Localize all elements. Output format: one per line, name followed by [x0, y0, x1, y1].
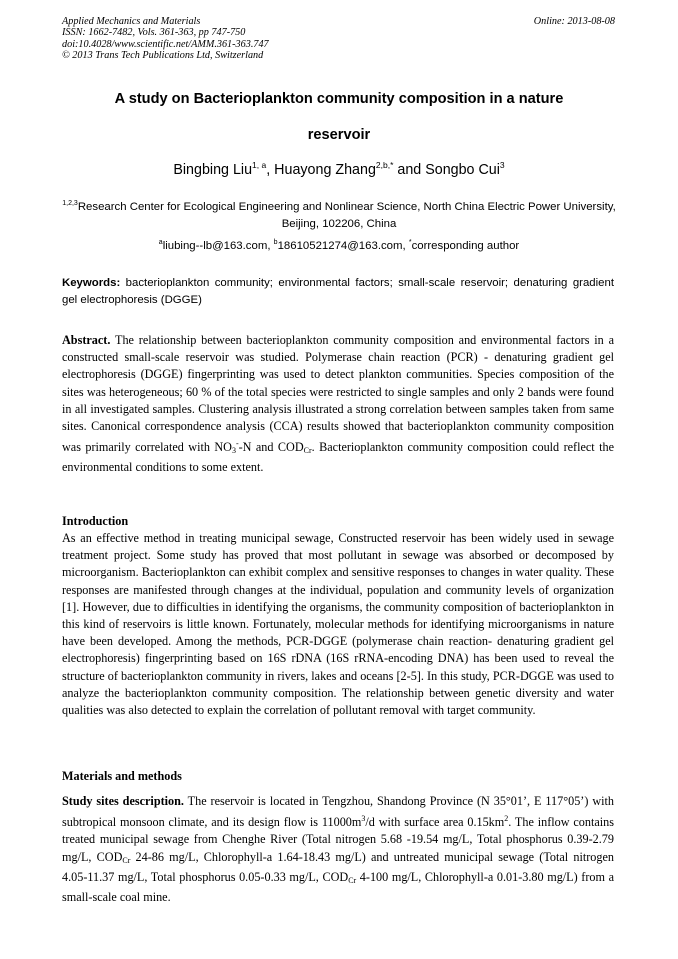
email-b-sup: b	[273, 239, 278, 246]
no3-superscript: -	[235, 439, 239, 449]
author-3-sup: 3	[499, 160, 505, 170]
materials-heading: Materials and methods	[62, 769, 182, 783]
affiliation-text: Research Center for Ecological Engineering and Nonlinear Science, North China Electric Power University, Beijing, 102206, China	[77, 201, 616, 230]
introduction-text: As an effective method in treating municipal sewage, Constructed reservoir has been widely used in sewage treatment project. Some study has proved that most pollutant in sewage was absorbed or decomposed by microorganism. Bacterioplankton can exhibit complex and sensitive responses to changes in water quality. These responses are manifested through changes at the individual, population and community levels of organization [1]. However, due to difficulties in identifying the organisms, the community composition of bacterioplankton in this kind of reservoirs is little known. Fortunately, molecular methods for identifying microorganisms in nature have been developed. Among the methods, PCR-DGGE (polymerase chain reaction- denaturing gradient gel electrophoresis) fingerprinting based on 16S rDNA (16S rRNA-encoding DNA) has been used to reveal the structure of bacterioplankton community in rivers, lakes and oceans [2-5]. In this study, PCR-DGGE was used to analyze the bacterioplankton community composition. The relationship between genetic diversity and water qualities was also detected to explain the correlation of pollutant removal with target community.	[62, 531, 614, 718]
email-a-sup: a	[158, 239, 163, 246]
corresponding-sup: *	[408, 239, 412, 246]
corresponding-author-label: corresponding author	[411, 240, 520, 252]
cod2-subscript: Cr	[348, 875, 357, 885]
abstract-text-3: . Bacterioplankton community composition could reflect the environmental conditions to some extent.	[62, 440, 614, 475]
author-3: and Songbo Cui	[393, 162, 500, 178]
abstract-text-2: -N and COD	[238, 440, 304, 455]
author-list	[62, 160, 616, 178]
abstract-label: Abstract.	[62, 333, 111, 347]
study-text-4: 24-86 mg/L, Chlorophyll-a 1.64-18.43 mg/L) and untreated municipal sewage (Total nitrogen 4.05-11.37 mg/L, Total phosphorus 0.05-0.33 mg/L, COD	[62, 849, 614, 884]
author-2-sup: 2,b,*	[375, 160, 394, 170]
study-text-5: 4-100 mg/L, Chlorophyll-a 0.01-3.80 mg/L) from a small-scale coal mine.	[62, 869, 614, 905]
study-text-3: . The inflow contains treated municipal sewage from Chenghe River (Total nitrogen 5.68 -19.54 mg/L, Total phosphorus 0.39-2.79 mg/L, COD	[62, 815, 614, 864]
study-text-1: The reservoir is located in Tengzhou, Shandong Province (N 35°01’, E 117°05’) with subtropical monsoon climate, and its design flow is 11000m	[62, 794, 614, 830]
no3-subscript: 3	[231, 446, 236, 456]
email-a[interactable]: liubing--lb@163.com,	[162, 240, 274, 252]
journal-header	[62, 16, 269, 62]
affiliation-sup: 1,2,3	[62, 200, 78, 207]
journal-copyright: © 2013 Trans Tech Publications Ltd, Switzerland	[62, 50, 264, 62]
abstract-text-1: The relationship between bacterioplankton community composition and environmental factors in a constructed small-scale reservoir was studied. Polymerase chain reaction (PCR) - denaturing gradient gel electrophoresis (DGGE) fingerprinting was used to detect plankton communities. Species composition of the sites was heterogeneous; 60 % of the total species were restricted to single samples and only 2 bands were found in all investigated samples. Clustering analysis illustrated a strong correlation between samples taken from same sites. Canonical correspondence analysis (CCA) results showed that bacterioplankton community composition was primarily correlated with NO	[62, 333, 614, 455]
affiliation	[62, 195, 616, 233]
keywords-label: Keywords:	[62, 277, 121, 289]
author-1-sup: 1, a	[252, 160, 267, 170]
cod1-subscript: Cr	[122, 855, 131, 865]
journal-doi: doi:10.4028/www.scientific.net/AMM.361-363.747	[62, 38, 269, 50]
journal-name: Applied Mechanics and Materials	[62, 16, 201, 27]
author-emails	[62, 239, 616, 252]
author-1: Bingbing Liu	[173, 162, 253, 178]
paper-title-line2: reservoir	[307, 127, 371, 143]
study-sites-paragraph	[62, 793, 614, 906]
flow-superscript: 3	[361, 814, 366, 824]
study-text-2: /d with surface area 0.15km	[365, 815, 505, 830]
area-superscript: 2	[504, 814, 509, 824]
abstract	[62, 332, 614, 477]
paper-title-line1: A study on Bacterioplankton community composition in a nature	[114, 91, 564, 107]
study-sites-label: Study sites description.	[62, 794, 184, 808]
email-b[interactable]: 18610521274@163.com,	[277, 240, 409, 252]
cod-subscript: Cr	[303, 446, 312, 456]
keywords-text: bacterioplankton community; environmental factors; small-scale reservoir; denaturing gradient gel electrophoresis (DGGE)	[62, 277, 614, 307]
online-date: Online: 2013-08-08	[533, 16, 615, 27]
keywords	[62, 275, 614, 309]
journal-issn: ISSN: 1662-7482, Vols. 361-363, pp 747-750	[62, 27, 246, 39]
introduction-heading: Introduction	[62, 514, 129, 528]
author-2: , Huayong Zhang	[266, 162, 376, 178]
